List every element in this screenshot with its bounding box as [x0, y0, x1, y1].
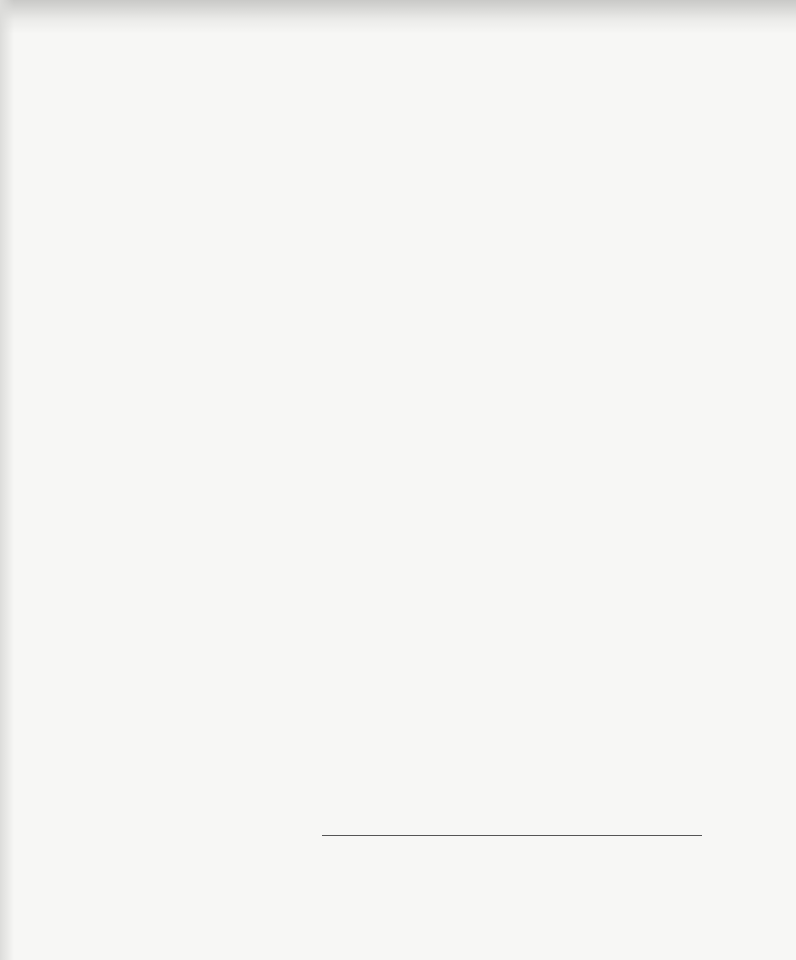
signature-line	[322, 835, 702, 836]
